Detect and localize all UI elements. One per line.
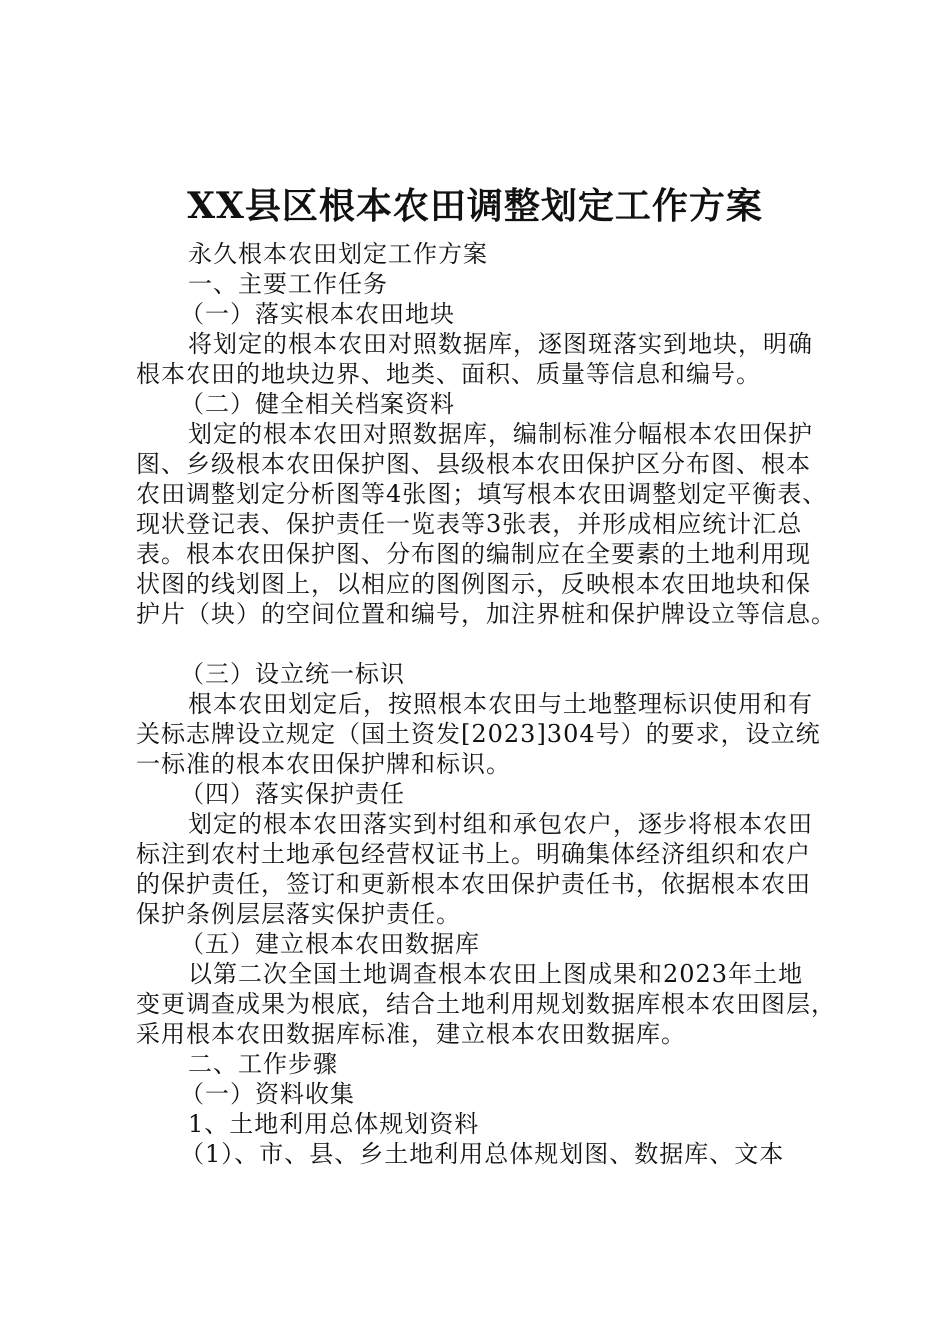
text-line: 根本农田的地块边界、地类、面积、质量等信息和编号。 <box>136 360 761 388</box>
text-line: 状图的线划图上，以相应的图例图示，反映根本农田地块和保 <box>136 570 811 598</box>
text-line: 一标准的根本农田保护牌和标识。 <box>136 750 511 778</box>
text-line: 永久根本农田划定工作方案 <box>188 240 488 268</box>
text-line: 的保护责任，签订和更新根本农田保护责任书，依据根本农田 <box>136 870 811 898</box>
text-line: 变更调查成果为根底，结合土地利用规划数据库根本农田图层， <box>136 990 836 1018</box>
text-line: 表。根本农田保护图、分布图的编制应在全要素的土地利用现 <box>136 540 811 568</box>
text-line: 现状登记表、保护责任一览表等3张表，并形成相应统计汇总 <box>136 510 803 538</box>
subsection-heading: （三）设立统一标识 <box>180 660 405 688</box>
text-line: 根本农田划定后，按照根本农田与土地整理标识使用和有 <box>188 690 813 718</box>
text-line: 护片（块）的空间位置和编号，加注界桩和保护牌设立等信息。 <box>136 600 836 628</box>
text-line: 1、土地利用总体规划资料 <box>188 1110 480 1138</box>
text-line: 采用根本农田数据库标准，建立根本农田数据库。 <box>136 1020 686 1048</box>
section-heading: 一、主要工作任务 <box>188 270 388 298</box>
document-title: XX县区根本农田调整划定工作方案 <box>187 185 763 227</box>
section-heading: 二、工作步骤 <box>188 1050 338 1078</box>
subsection-heading: （一）资料收集 <box>180 1080 355 1108</box>
subsection-heading: （二）健全相关档案资料 <box>180 390 455 418</box>
subsection-heading: （四）落实保护责任 <box>180 780 405 808</box>
text-line: 标注到农村土地承包经营权证书上。明确集体经济组织和农户 <box>136 840 811 868</box>
text-line: （1）、市、县、乡土地利用总体规划图、数据库、文本 <box>180 1140 785 1168</box>
subsection-heading: （一）落实根本农田地块 <box>180 300 455 328</box>
text-line: 关标志牌设立规定（国土资发[2023]304号）的要求，设立统 <box>136 720 821 748</box>
text-line: 划定的根本农田对照数据库，编制标准分幅根本农田保护 <box>188 420 813 448</box>
subsection-heading: （五）建立根本农田数据库 <box>180 930 480 958</box>
text-line: 农田调整划定分析图等4张图；填写根本农田调整划定平衡表、 <box>136 480 828 508</box>
text-line: 将划定的根本农田对照数据库，逐图斑落实到地块，明确 <box>188 330 813 358</box>
text-line: 划定的根本农田落实到村组和承包农户，逐步将根本农田 <box>188 810 813 838</box>
text-line: 以第二次全国土地调查根本农田上图成果和2023年土地 <box>188 960 804 988</box>
text-line: 保护条例层层落实保护责任。 <box>136 900 461 928</box>
text-line: 图、乡级根本农田保护图、县级根本农田保护区分布图、根本 <box>136 450 811 478</box>
